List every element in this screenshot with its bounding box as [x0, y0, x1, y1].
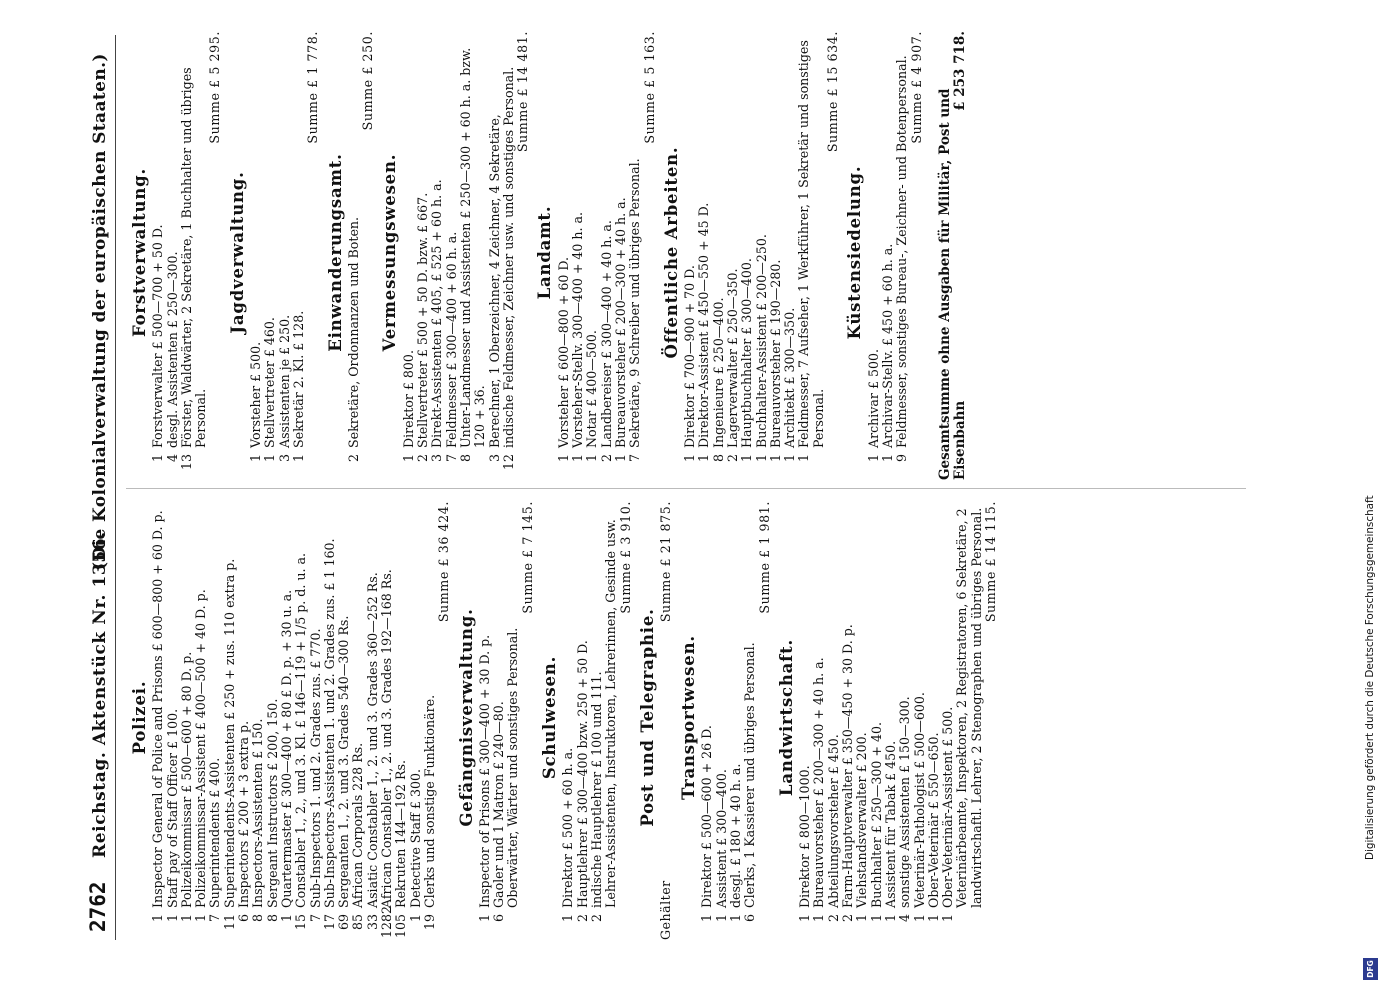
section-sum-row: [659, 495, 674, 940]
line-text: Feldmesser, 7 Aufseher, 1 Werkführer, 1 Sekretär und sonstiges Personal.: [796, 40, 826, 448]
line-text: Notar £ 400—500.: [584, 330, 600, 448]
section-sum: Summe £ 5 295.: [207, 31, 223, 144]
line-text: Sergeanten 1., 2. und 3. Grades 540—300 Rs.: [336, 615, 352, 908]
budget-line: [347, 25, 361, 480]
budget-line: [416, 25, 430, 480]
line-text: Buchhalter-Assistent £ 200—250.: [753, 234, 769, 448]
line-text: Archivar £ 500.: [865, 348, 881, 448]
header-rule: [115, 35, 116, 940]
budget-line: [266, 495, 280, 940]
line-quantity: 1: [713, 914, 729, 923]
line-text: Detective Staff £ 300.: [407, 769, 423, 908]
budget-section: [456, 495, 535, 940]
budget-line: [571, 25, 585, 480]
line-text: Unter-Landmesser und Assistenten £ 250—300 + 60 h. a. bzw. 120 + 36.: [457, 47, 488, 448]
line-text: Inspectors-Assistenten £ 150.: [250, 718, 266, 908]
line-quantity: 1: [612, 454, 628, 463]
budget-line: [237, 495, 251, 940]
line-text: Oberwärter, Wärter und sonstiges Personal.: [505, 627, 521, 908]
line-text: Assistenten je £ 250.: [276, 314, 292, 448]
line-quantity: 1: [164, 914, 180, 923]
budget-line: [576, 495, 590, 940]
line-quantity: 33: [364, 914, 380, 931]
budget-section: [130, 25, 223, 480]
section-sum: Summe £ 4 907.: [908, 31, 924, 144]
section-sum: Summe £ 14 115.: [983, 501, 999, 623]
budget-line: [506, 495, 520, 940]
line-text: indische Hauptlehrer £ 100 und 111.: [588, 671, 604, 908]
line-text: Sergeant Instructors £ 200, 150.: [264, 698, 280, 908]
line-quantity: 15: [293, 914, 309, 931]
budget-line: [955, 495, 984, 940]
budget-line: [478, 495, 492, 940]
line-text: Assistent £ 300—400.: [713, 769, 729, 908]
sum-label: Gehälter: [658, 880, 674, 940]
section-title: Forstverwaltung.: [130, 167, 149, 338]
line-text: Hauptbuchhalter £ 300—400.: [739, 258, 755, 448]
line-quantity: 1: [882, 914, 898, 923]
line-quantity: 1: [400, 454, 416, 463]
budget-line: [841, 495, 855, 940]
line-quantity: 1: [739, 454, 755, 463]
section-sum: Summe £ 1 778.: [305, 31, 321, 144]
budget-line: [180, 25, 209, 480]
budget-line: [430, 25, 444, 480]
line-text: Superintendents-Assistenten £ 250 + zus. 110 extra p.: [221, 558, 237, 908]
line-quantity: 1: [555, 454, 571, 463]
section-sum: Summe £ 14 481.: [515, 31, 531, 153]
budget-line: [812, 495, 826, 940]
line-text: Clerks, 1 Kassierer und übriges Personal.: [742, 642, 758, 908]
line-quantity: 2: [574, 914, 590, 923]
line-quantity: 1: [570, 454, 586, 463]
line-quantity: 3: [276, 454, 292, 463]
grand-total: [938, 25, 969, 480]
budget-line: [712, 25, 726, 480]
line-quantity: 2: [415, 454, 431, 463]
section-sum: Summe £ 15 634.: [825, 31, 841, 153]
section-title: Einwanderungsamt.: [325, 153, 345, 352]
line-quantity: 8: [710, 454, 726, 463]
line-text: Vorsteher-Stellv. 300—400 + 40 h. a.: [570, 211, 586, 448]
budget-line: [263, 25, 277, 480]
budget-section: [130, 495, 452, 940]
section-title: Küstensiedelung.: [845, 165, 865, 340]
line-text: Sekretäre, 9 Schreiber und übriges Personal.: [627, 158, 643, 448]
line-quantity: 1: [407, 914, 423, 923]
budget-line: [423, 495, 437, 940]
line-text: Ober-Veterinär £ 550—650.: [925, 732, 941, 908]
line-quantity: 12: [500, 454, 516, 471]
line-quantity: 1: [854, 914, 870, 923]
line-text: Constabler 1., 2., und 3. Kl. £ 146—119 + 1/5 p. d. u. a.: [293, 553, 309, 908]
line-quantity: 7: [627, 454, 643, 463]
line-text: Bureauvorsteher £ 190—280.: [767, 259, 783, 448]
line-quantity: 7: [207, 914, 223, 923]
budget-line: [628, 25, 642, 480]
budget-line: [590, 495, 604, 940]
section-sum: Summe £ 5 163.: [641, 31, 657, 144]
line-quantity: 2: [588, 914, 604, 923]
line-text: Feldmesser £ 300—400 + 60 h. a.: [443, 231, 459, 448]
line-text: Direktor £ 800.: [400, 350, 416, 448]
line-quantity: 4: [164, 454, 180, 463]
budget-line: [783, 25, 797, 480]
budget-line: [881, 25, 895, 480]
line-text: Asiatic Constabler 1., 2. und 3. Grades 360—252 Rs.: [364, 572, 380, 908]
budget-line: [740, 25, 754, 480]
budget-section: [661, 25, 841, 480]
line-quantity: 1: [278, 914, 294, 923]
document-title: (Die Kolonialverwaltung der europäischen Staaten.): [90, 53, 110, 570]
line-text: Lagerverwalter £ 250—350.: [724, 268, 740, 448]
budget-line: [797, 25, 826, 480]
line-text: Quartermaster £ 300—400 + 80 £ D. p. + 30 u. a.: [278, 589, 294, 908]
line-text: Veterinär-Pathologist £ 500—600.: [911, 692, 927, 908]
budget-line: [488, 25, 502, 480]
budget-line: [557, 25, 571, 480]
section-title: Landamt.: [535, 205, 555, 300]
line-text: Viehstandsverwalter £ 200.: [854, 732, 870, 908]
line-quantity: 1: [696, 454, 712, 463]
line-quantity: 1: [865, 454, 881, 463]
line-quantity: 1: [911, 914, 927, 923]
line-text: Veterinärbeamte, Inspektoren, 2 Registratoren, 6 Sekretäre, 2 landwirtschaftl. Lehrer, 2 Stenographen und übriges Personal.: [954, 507, 984, 908]
column-divider: [126, 488, 1246, 489]
line-quantity: 1: [178, 914, 194, 923]
line-text: Direkt-Assistenten £ 405, £ 525 + 60 h. a.: [429, 179, 445, 448]
budget-line: [941, 495, 955, 940]
line-quantity: 105: [393, 913, 409, 938]
line-quantity: 9: [894, 454, 910, 463]
line-text: African Corporals 228 Rs.: [350, 742, 366, 908]
line-text: Bureauvorsteher £ 200—300 + 40 h. a.: [811, 657, 827, 908]
line-quantity: 1: [727, 914, 743, 923]
line-text: Direktor £ 500 + 60 h. a.: [560, 747, 576, 908]
line-text: Superintendents £ 400.: [207, 757, 223, 908]
line-quantity: 85: [350, 914, 366, 931]
section-title: Transportwesen.: [679, 635, 699, 800]
line-quantity: 8: [250, 914, 266, 923]
line-quantity: 11: [221, 914, 237, 931]
line-text: Direktor-Assistent £ 450—550 + 45 D.: [696, 202, 712, 448]
line-quantity: 2: [598, 454, 614, 463]
budget-line: [151, 495, 165, 940]
line-quantity: 1: [262, 454, 278, 463]
page-header: [85, 35, 117, 940]
line-quantity: 69: [336, 914, 352, 931]
budget-line: [366, 495, 380, 940]
right-column: [125, 25, 969, 480]
line-quantity: 8: [264, 914, 280, 923]
budget-line: [337, 495, 351, 940]
budget-line: [561, 495, 575, 940]
document-source: Reichstag. Aktenstück Nr. 1356.: [90, 531, 110, 858]
line-text: Gaoler und 1 Matron £ 240—80.: [491, 701, 507, 908]
section-title: Öffentliche Arbeiten.: [661, 146, 681, 359]
section-title: Jagdverwaltung.: [227, 171, 247, 334]
line-quantity: 1: [925, 914, 941, 923]
budget-line: [280, 495, 294, 940]
line-text: Staff pay of Staff Officer £ 100.: [164, 708, 180, 908]
line-text: Clerks und sonstige Funktionäre.: [421, 694, 437, 908]
line-text: sonstige Assistenten £ 150—300.: [897, 696, 913, 908]
budget-line: [895, 25, 909, 480]
budget-line: [715, 495, 729, 940]
budget-line: [380, 495, 394, 940]
line-text: Abteilungsvorsteher £ 450.: [825, 734, 841, 908]
line-quantity: 1: [699, 914, 715, 923]
line-text: Ingenieure £ 250—400.: [710, 297, 726, 448]
budget-line: [208, 495, 222, 940]
left-column: [125, 495, 1004, 940]
line-quantity: 2: [345, 454, 361, 463]
line-text: indische Feldmesser, Zeichner usw. und sonstiges Personal.: [500, 66, 516, 448]
budget-line: [309, 495, 323, 940]
budget-line: [898, 495, 912, 940]
line-text: Vorsteher £ 600—800 + 60 D.: [555, 256, 571, 448]
section-title: Landwirtschaft.: [776, 638, 796, 797]
section-sum: Summe £ 7 145.: [519, 501, 535, 614]
budget-line: [402, 25, 416, 480]
line-quantity: 3: [429, 454, 445, 463]
line-text: Lehrer-Assistenten, Instruktoren, Lehrerinnen, Gesinde usw.: [603, 519, 619, 908]
line-quantity: 1: [248, 454, 264, 463]
line-quantity: 1: [811, 914, 827, 923]
line-text: Inspectors £ 200 + 3 extra p.: [236, 720, 252, 908]
budget-line: [884, 495, 898, 940]
budget-section: [227, 25, 321, 480]
line-text: Archivar-Stellv. £ 450 + 60 h. a.: [879, 243, 895, 448]
line-quantity: 1: [150, 914, 166, 923]
line-text: Direktor £ 700—900 + 70 D.: [682, 265, 698, 448]
section-title: Post und Telegraphie.: [637, 608, 657, 827]
line-quantity: 2: [840, 914, 856, 923]
dfg-logo: DFG: [1363, 958, 1378, 980]
budget-section: [380, 25, 531, 480]
section-title: Vermessungswesen.: [380, 153, 400, 352]
budget-line: [294, 495, 308, 940]
section-sum: Summe £ 21 875.: [658, 501, 674, 623]
budget-line: [394, 495, 408, 940]
line-text: Ober-Veterinär-Assistent £ 500.: [940, 706, 956, 908]
line-quantity: 1: [782, 454, 798, 463]
budget-line: [867, 25, 881, 480]
budget-line: [755, 25, 769, 480]
line-quantity: 1: [476, 914, 492, 923]
budget-line: [769, 25, 783, 480]
line-quantity: 1: [193, 914, 209, 923]
line-text: desgl. Assistenten £ 250—300.: [164, 251, 180, 448]
line-quantity: 7: [443, 454, 459, 463]
line-text: Direktor £ 500—600 + 26 D.: [699, 725, 715, 908]
budget-line: [729, 495, 743, 940]
line-quantity: 1: [767, 454, 783, 463]
line-quantity: 1: [753, 454, 769, 463]
line-text: Sub-Inspectors-Assistenten 1. und 2. Grades zus. £ 1 160.: [321, 538, 337, 908]
line-quantity: 8: [457, 454, 473, 463]
budget-line: [323, 495, 337, 940]
line-quantity: 1: [682, 454, 698, 463]
budget-line: [459, 25, 488, 480]
line-text: Förster, Waldwärter, 2 Sekretäre, 1 Buchhalter und übriges Personal.: [178, 67, 209, 448]
line-text: Architekt £ 300—350.: [782, 307, 798, 448]
line-text: Assistent für Tabak £ 450.: [882, 740, 898, 908]
budget-line: [492, 495, 506, 940]
budget-line: [249, 25, 263, 480]
budget-line: [697, 25, 711, 480]
budget-line: [166, 25, 180, 480]
line-text: Landbereiser £ 300—400 + 40 h. a.: [598, 220, 614, 448]
line-quantity: 1: [940, 914, 956, 923]
line-quantity: 6: [491, 914, 507, 923]
grand-total-value: £ 253 718.: [952, 31, 969, 111]
line-text: Polizeikommissar £ 500—600 + 80 D. p.: [178, 651, 194, 908]
section-sum: Summe £ 1 981.: [756, 501, 772, 614]
line-quantity: 6: [236, 914, 252, 923]
line-quantity: 1: [560, 914, 576, 923]
budget-line: [502, 25, 516, 480]
section-title: Gefängnisverwaltung.: [456, 608, 476, 827]
line-text: Inspector General of Police and Prisons £ 600—800 + 60 D. p.: [150, 510, 166, 908]
budget-line: [180, 495, 194, 940]
line-text: Vorsteher £ 500.: [248, 341, 264, 448]
line-quantity: 6: [742, 914, 758, 923]
budget-section: [637, 495, 674, 940]
line-quantity: 1: [290, 454, 306, 463]
line-text: Direktor £ 800—1000.: [797, 765, 813, 908]
line-quantity: 19: [421, 914, 437, 931]
budget-section: [540, 495, 633, 940]
section-sum: Summe £ 3 910.: [617, 501, 633, 614]
line-text: Buchhalter £ 250—300 + 40.: [868, 722, 884, 908]
line-quantity: 1: [150, 454, 166, 463]
budget-section: [325, 25, 376, 480]
budget-line: [913, 495, 927, 940]
line-text: Forstverwalter £ 500—700 + 50 D.: [150, 224, 166, 448]
line-quantity: 17: [321, 914, 337, 931]
budget-line: [927, 495, 941, 940]
section-sum: Summe £ 250.: [360, 31, 376, 131]
line-quantity: 1: [796, 454, 812, 463]
line-quantity: 1282: [379, 905, 395, 938]
line-text: African Constabler 1., 2. und 3. Grades 192—168 Rs.: [379, 569, 395, 908]
budget-section: [535, 25, 657, 480]
budget-section: [679, 495, 772, 940]
line-text: Sekretär 2. Kl. £ 128.: [290, 310, 306, 448]
line-quantity: 2: [724, 454, 740, 463]
budget-section: [776, 495, 999, 940]
line-quantity: 3: [486, 454, 502, 463]
line-text: Rekruten 144—192 Rs.: [393, 760, 409, 908]
line-quantity: 1: [868, 914, 884, 923]
budget-line: [700, 495, 714, 940]
budget-line: [445, 25, 459, 480]
line-text: Hauptlehrer £ 300—400 bzw. 250 + 50 D.: [574, 640, 590, 908]
line-text: desgl. £ 180 + 40 h. a.: [727, 763, 743, 908]
budget-section: [845, 25, 924, 480]
budget-line: [743, 495, 757, 940]
line-text: Stellvertreter £ 460.: [262, 317, 278, 448]
line-quantity: 1: [584, 454, 600, 463]
budget-line: [855, 495, 869, 940]
budget-line: [870, 495, 884, 940]
budget-line: [251, 495, 265, 940]
line-quantity: 4: [897, 914, 913, 923]
budget-line: [151, 25, 165, 480]
line-text: Bureauvorsteher £ 200—300 + 40 h. a.: [612, 197, 628, 448]
line-text: Stellvertreter £ 500 + 50 D. bzw. £ 667.: [415, 192, 431, 448]
line-text: Sekretäre, Ordonnanzen und Boten.: [345, 216, 361, 448]
budget-line: [194, 495, 208, 940]
line-text: Feldmesser, sonstiges Bureau-, Zeichner- und Botenpersonal.: [894, 55, 910, 448]
line-quantity: 2: [825, 914, 841, 923]
budget-line: [166, 495, 180, 940]
line-quantity: 1: [797, 914, 813, 923]
budget-line: [292, 25, 306, 480]
line-text: Sub-Inspectors 1. und 2. Grades zus. £ 770.: [307, 628, 323, 908]
line-text: Inspector of Prisons £ 300—400 + 30 D. p.: [476, 634, 492, 908]
budget-line: [351, 495, 365, 940]
line-quantity: 7: [307, 914, 323, 923]
budget-line: [278, 25, 292, 480]
line-quantity: 1: [879, 454, 895, 463]
budget-line: [827, 495, 841, 940]
budget-line: [683, 25, 697, 480]
line-text: Polizeikommissar-Assistent £ 400—500 + 40 D. p.: [193, 589, 209, 908]
line-quantity: 13: [178, 454, 194, 471]
section-title: Polizei.: [130, 680, 149, 755]
page-number: 2762: [86, 881, 110, 932]
section-sum: Summe £ 36 424.: [436, 501, 452, 623]
line-text: Farm-Hauptverwalter £ 350—450 + 30 D. p.: [840, 624, 856, 908]
budget-line: [604, 495, 618, 940]
budget-line: [585, 25, 599, 480]
budget-line: [726, 25, 740, 480]
budget-line: [600, 25, 614, 480]
budget-line: [798, 495, 812, 940]
budget-line: [223, 495, 237, 940]
budget-line: [409, 495, 423, 940]
line-text: Berechner, 1 Oberzeichner, 4 Zeichner, 4 Sekretäre,: [486, 114, 502, 448]
digitization-credit: Digitalisierung gefördert durch die Deutsche Forschungsgemeinschaft: [1364, 495, 1376, 860]
budget-line: [614, 25, 628, 480]
section-title: Schulwesen.: [540, 655, 560, 780]
grand-total-label: Gesamtsumme ohne Ausgaben für Militär, Post und Eisenbahn: [936, 88, 969, 480]
